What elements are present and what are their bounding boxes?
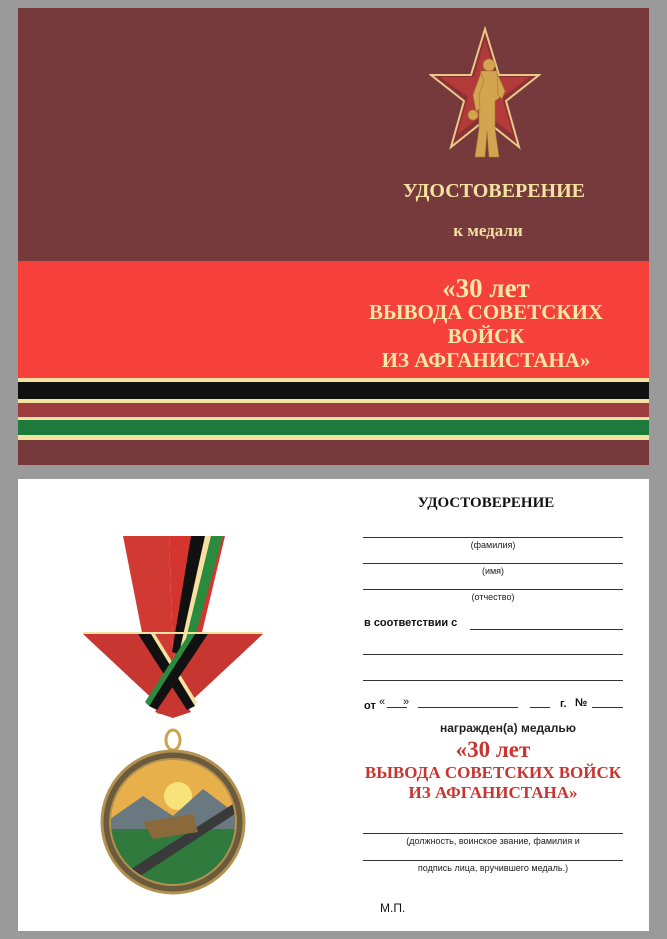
name-line[interactable] [363,563,623,564]
certificate-form [18,479,649,931]
cover-title: УДОСТОВЕРЕНИЕ [403,180,585,202]
name-hint: (имя) [481,566,505,576]
position-hint: (должность, воинское звание, фамилия и [406,836,580,846]
cover-medal-name [336,273,636,372]
stripe-yellow-4 [18,435,649,440]
blank-line-2[interactable] [363,680,623,681]
cover-medal-name-line2: ВЫВОДА СОВЕТСКИХ ВОЙСК [368,300,604,348]
awarded-label: награжден(а) медалью [439,721,577,735]
patronymic-line[interactable] [363,589,623,590]
year-line[interactable] [530,707,550,708]
according-label: в соответствии с [364,617,458,629]
certificate-inside [18,479,649,931]
certificate-cover [18,8,649,465]
surname-hint: (фамилия) [470,540,516,550]
stripe-green [18,420,649,435]
date-quote-open: « [379,696,386,708]
month-line[interactable] [418,707,518,708]
cover-subtitle: к медали [453,221,523,240]
medal-name-line1: «30 лет [455,737,531,762]
surname-line[interactable] [363,537,623,538]
signature-hint: подпись лица, вручившего медаль.) [417,863,569,873]
position-line[interactable] [363,833,623,834]
number-line[interactable] [592,707,623,708]
medal-name-line3: ИЗ АФГАНИСТАНА» [408,783,578,802]
cover-medal-name-line1: «30 лет [442,273,530,303]
patronymic-hint: (отчество) [471,592,515,602]
stripe-black [18,382,649,399]
signature-line[interactable] [363,860,623,861]
cover-medal-name-line3: ИЗ АФГАНИСТАНА» [381,348,591,372]
stripe-maroon [18,403,649,417]
form-title: УДОСТОВЕРЕНИЕ [417,495,555,511]
medal-name [358,737,628,803]
year-suffix: г. [560,698,567,710]
medal-name-line2: ВЫВОДА СОВЕТСКИХ ВОЙСК [364,763,622,782]
red-star-soldier-emblem-icon [429,25,541,161]
date-from-label: от [364,700,376,712]
according-line[interactable] [470,629,623,630]
blank-line-1[interactable] [363,654,623,655]
date-quote-close: » [403,696,410,708]
seal-label: М.П. [380,901,406,915]
number-sign: № [575,697,588,709]
